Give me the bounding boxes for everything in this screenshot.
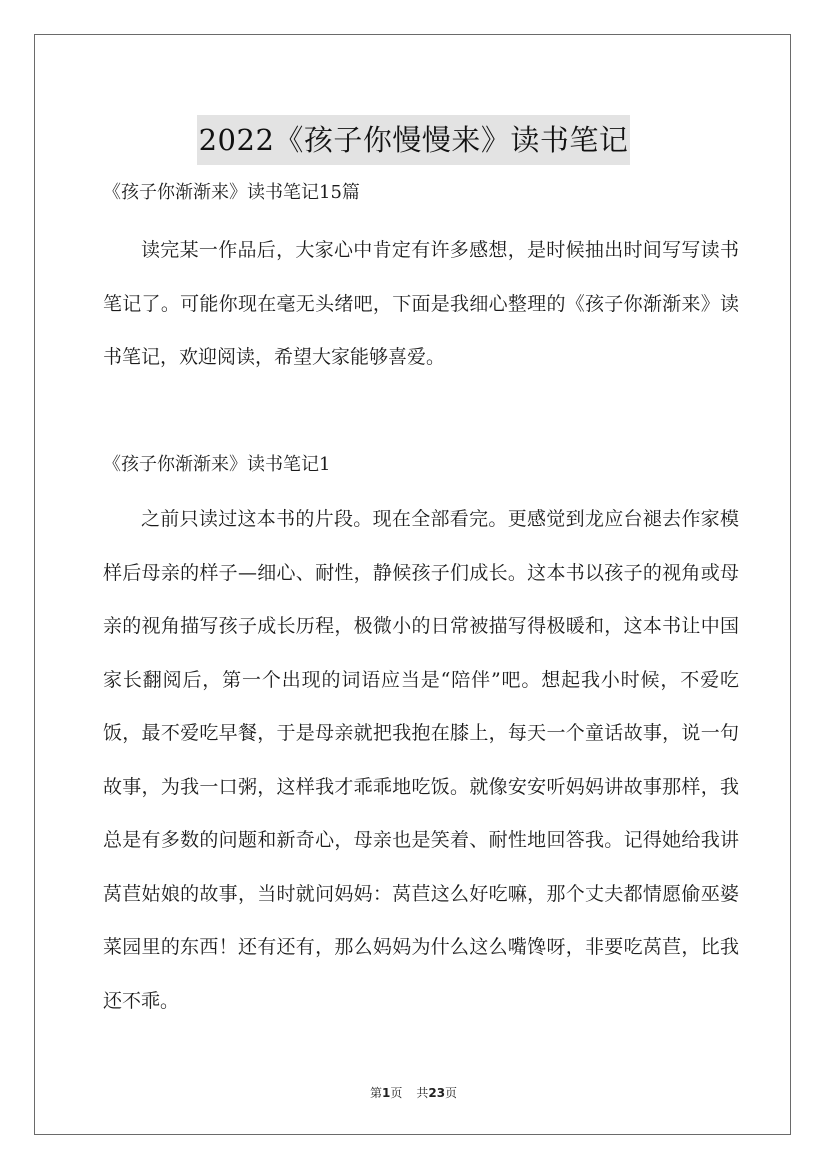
total-pages: 23 — [428, 1086, 446, 1100]
intro-paragraph: 读完某一作品后，大家心中肯定有许多感想，是时候抽出时间写写读书笔记了。可能你现在毫无头绪吧，下面是我细心整理的《孩子你渐渐来》读书笔记，欢迎阅读，希望大家能够喜爱。 — [103, 239, 739, 368]
document-title: 2022《孩子你慢慢来》读书笔记 — [197, 115, 631, 165]
page-number: 1 — [381, 1086, 391, 1100]
document-subtitle: 《孩子你渐渐来》读书笔记15篇 — [103, 182, 360, 203]
section-heading: 《孩子你渐渐来》读书笔记1 — [103, 454, 331, 475]
page-footer — [0, 1084, 827, 1101]
body-paragraph: 之前只读过这本书的片段。现在全部看完。更感觉到龙应台褪去作家模样后母亲的样子—细心、耐性，静候孩子们成长。这本书以孩子的视角或母亲的视角描写孩子成长历程，极微小的日常被描写得极暖和，这本书让中国家长翻阅后，第一个出现的词语应当是“陪伴”吧。想起我小时候，不爱吃饭，最不爱吃早餐，于是母亲就把我抱在膝上，每天一个童话故事，说一句故事，为我一口粥，这样我才乖乖地吃饭。就像安安听妈妈讲故事那样，我总是有多数的问题和新奇心，母亲也是笑着、耐性地回答我。记得她给我讲莴苣姑娘的故事，当时就问妈妈：莴苣这么好吃嘛，那个丈夫都情愿偷巫婆菜园里的东西！还有还有，那么妈妈为什么这么嘴馋呀，非要吃莴苣，比我还不乖。 — [103, 508, 739, 1012]
title-container — [0, 96, 827, 185]
page-suffix: 页 — [390, 1086, 403, 1100]
page-prefix: 第 — [369, 1086, 382, 1100]
total-suffix: 页 — [445, 1086, 458, 1100]
total-prefix: 共 — [416, 1086, 429, 1100]
